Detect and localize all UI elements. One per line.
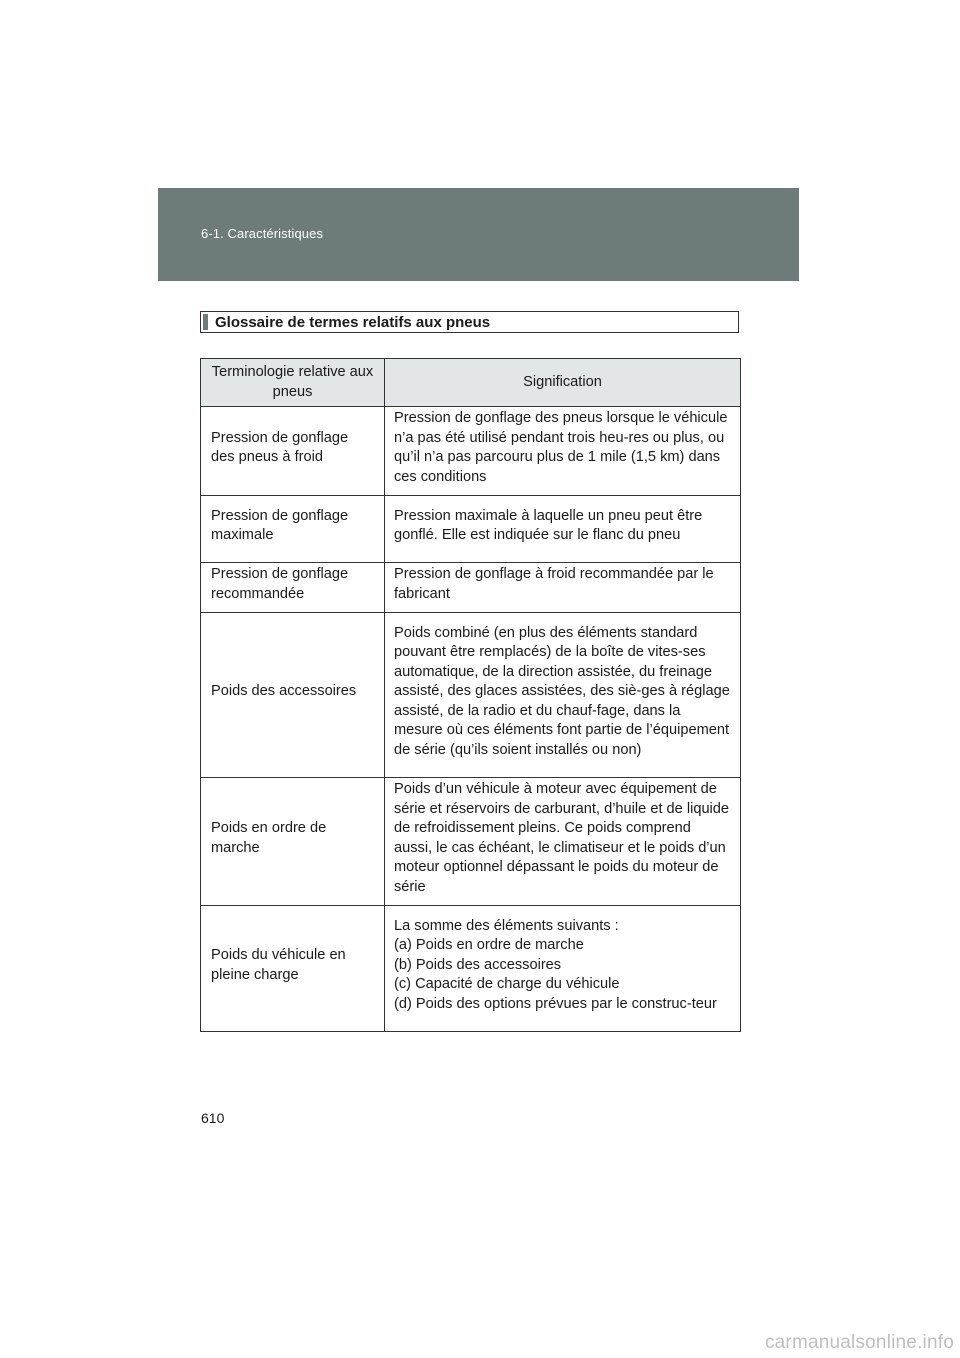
section-title: Glossaire de termes relatifs aux pneus	[215, 314, 491, 331]
meaning-line: (c) Capacité de charge du véhicule	[394, 976, 620, 993]
term-cell: Pression de gonflage recommandée	[201, 563, 385, 613]
meaning-cell: Poids combiné (en plus des éléments standard pouvant être remplacés) de la boîte de vites-ses automatique, de la direction assistée, du freinage assisté, des glaces assistées, des siè-ges à réglage assisté, de la radio et du chauf-fage, dans la mesure où ces éléments font partie de l’équipement de série (qu’ils soient installés ou non)	[385, 613, 741, 778]
meaning-cell: Pression de gonflage à froid recommandée par le fabricant	[385, 563, 741, 613]
table-header-row	[201, 359, 741, 407]
chapter-header-band	[158, 188, 799, 281]
chapter-section-label: 6-1. Caractéristiques	[201, 226, 324, 241]
table-row	[201, 563, 741, 613]
meaning-cell	[385, 906, 741, 1032]
watermark-text: carmanualsonline.info	[764, 1332, 954, 1353]
table-row	[201, 906, 741, 1032]
section-title-box	[200, 311, 739, 333]
column-header-term: Terminologie relative aux pneus	[201, 359, 385, 407]
term-cell: Pression de gonflage maximale	[201, 496, 385, 563]
table-row	[201, 613, 741, 778]
table-row	[201, 496, 741, 563]
meaning-line: (b) Poids des accessoires	[394, 956, 562, 973]
column-header-meaning: Signification	[385, 359, 741, 407]
meaning-cell: Poids d’un véhicule à moteur avec équipement de série et réservoirs de carburant, d’huile et de liquide de refroidissement pleins. Ce poids comprend aussi, le cas échéant, le climatiseur et le poids d’un moteur optionnel dépassant le poids du moteur de série	[385, 778, 741, 906]
page-number: 610	[201, 1110, 225, 1126]
meaning-line: (d) Poids des options prévues par le construc-teur	[394, 995, 717, 1012]
table-row	[201, 407, 741, 496]
glossary-table	[200, 358, 741, 1032]
term-cell: Poids en ordre de marche	[201, 778, 385, 906]
section-title-marker	[203, 314, 208, 330]
table-row	[201, 778, 741, 906]
meaning-cell: Pression de gonflage des pneus lorsque le véhicule n’a pas été utilisé pendant trois heu-res ou plus, ou qu’il n’a pas parcouru plus de 1 mile (1,5 km) dans ces conditions	[385, 407, 741, 496]
meaning-line: La somme des éléments suivants :	[394, 917, 619, 934]
meaning-line: (a) Poids en ordre de marche	[394, 937, 584, 954]
meaning-cell: Pression maximale à laquelle un pneu peut être gonflé. Elle est indiquée sur le flanc du pneu	[385, 496, 741, 563]
term-cell: Poids du véhicule en pleine charge	[201, 906, 385, 1032]
term-cell: Pression de gonflage des pneus à froid	[201, 407, 385, 496]
term-cell: Poids des accessoires	[201, 613, 385, 778]
